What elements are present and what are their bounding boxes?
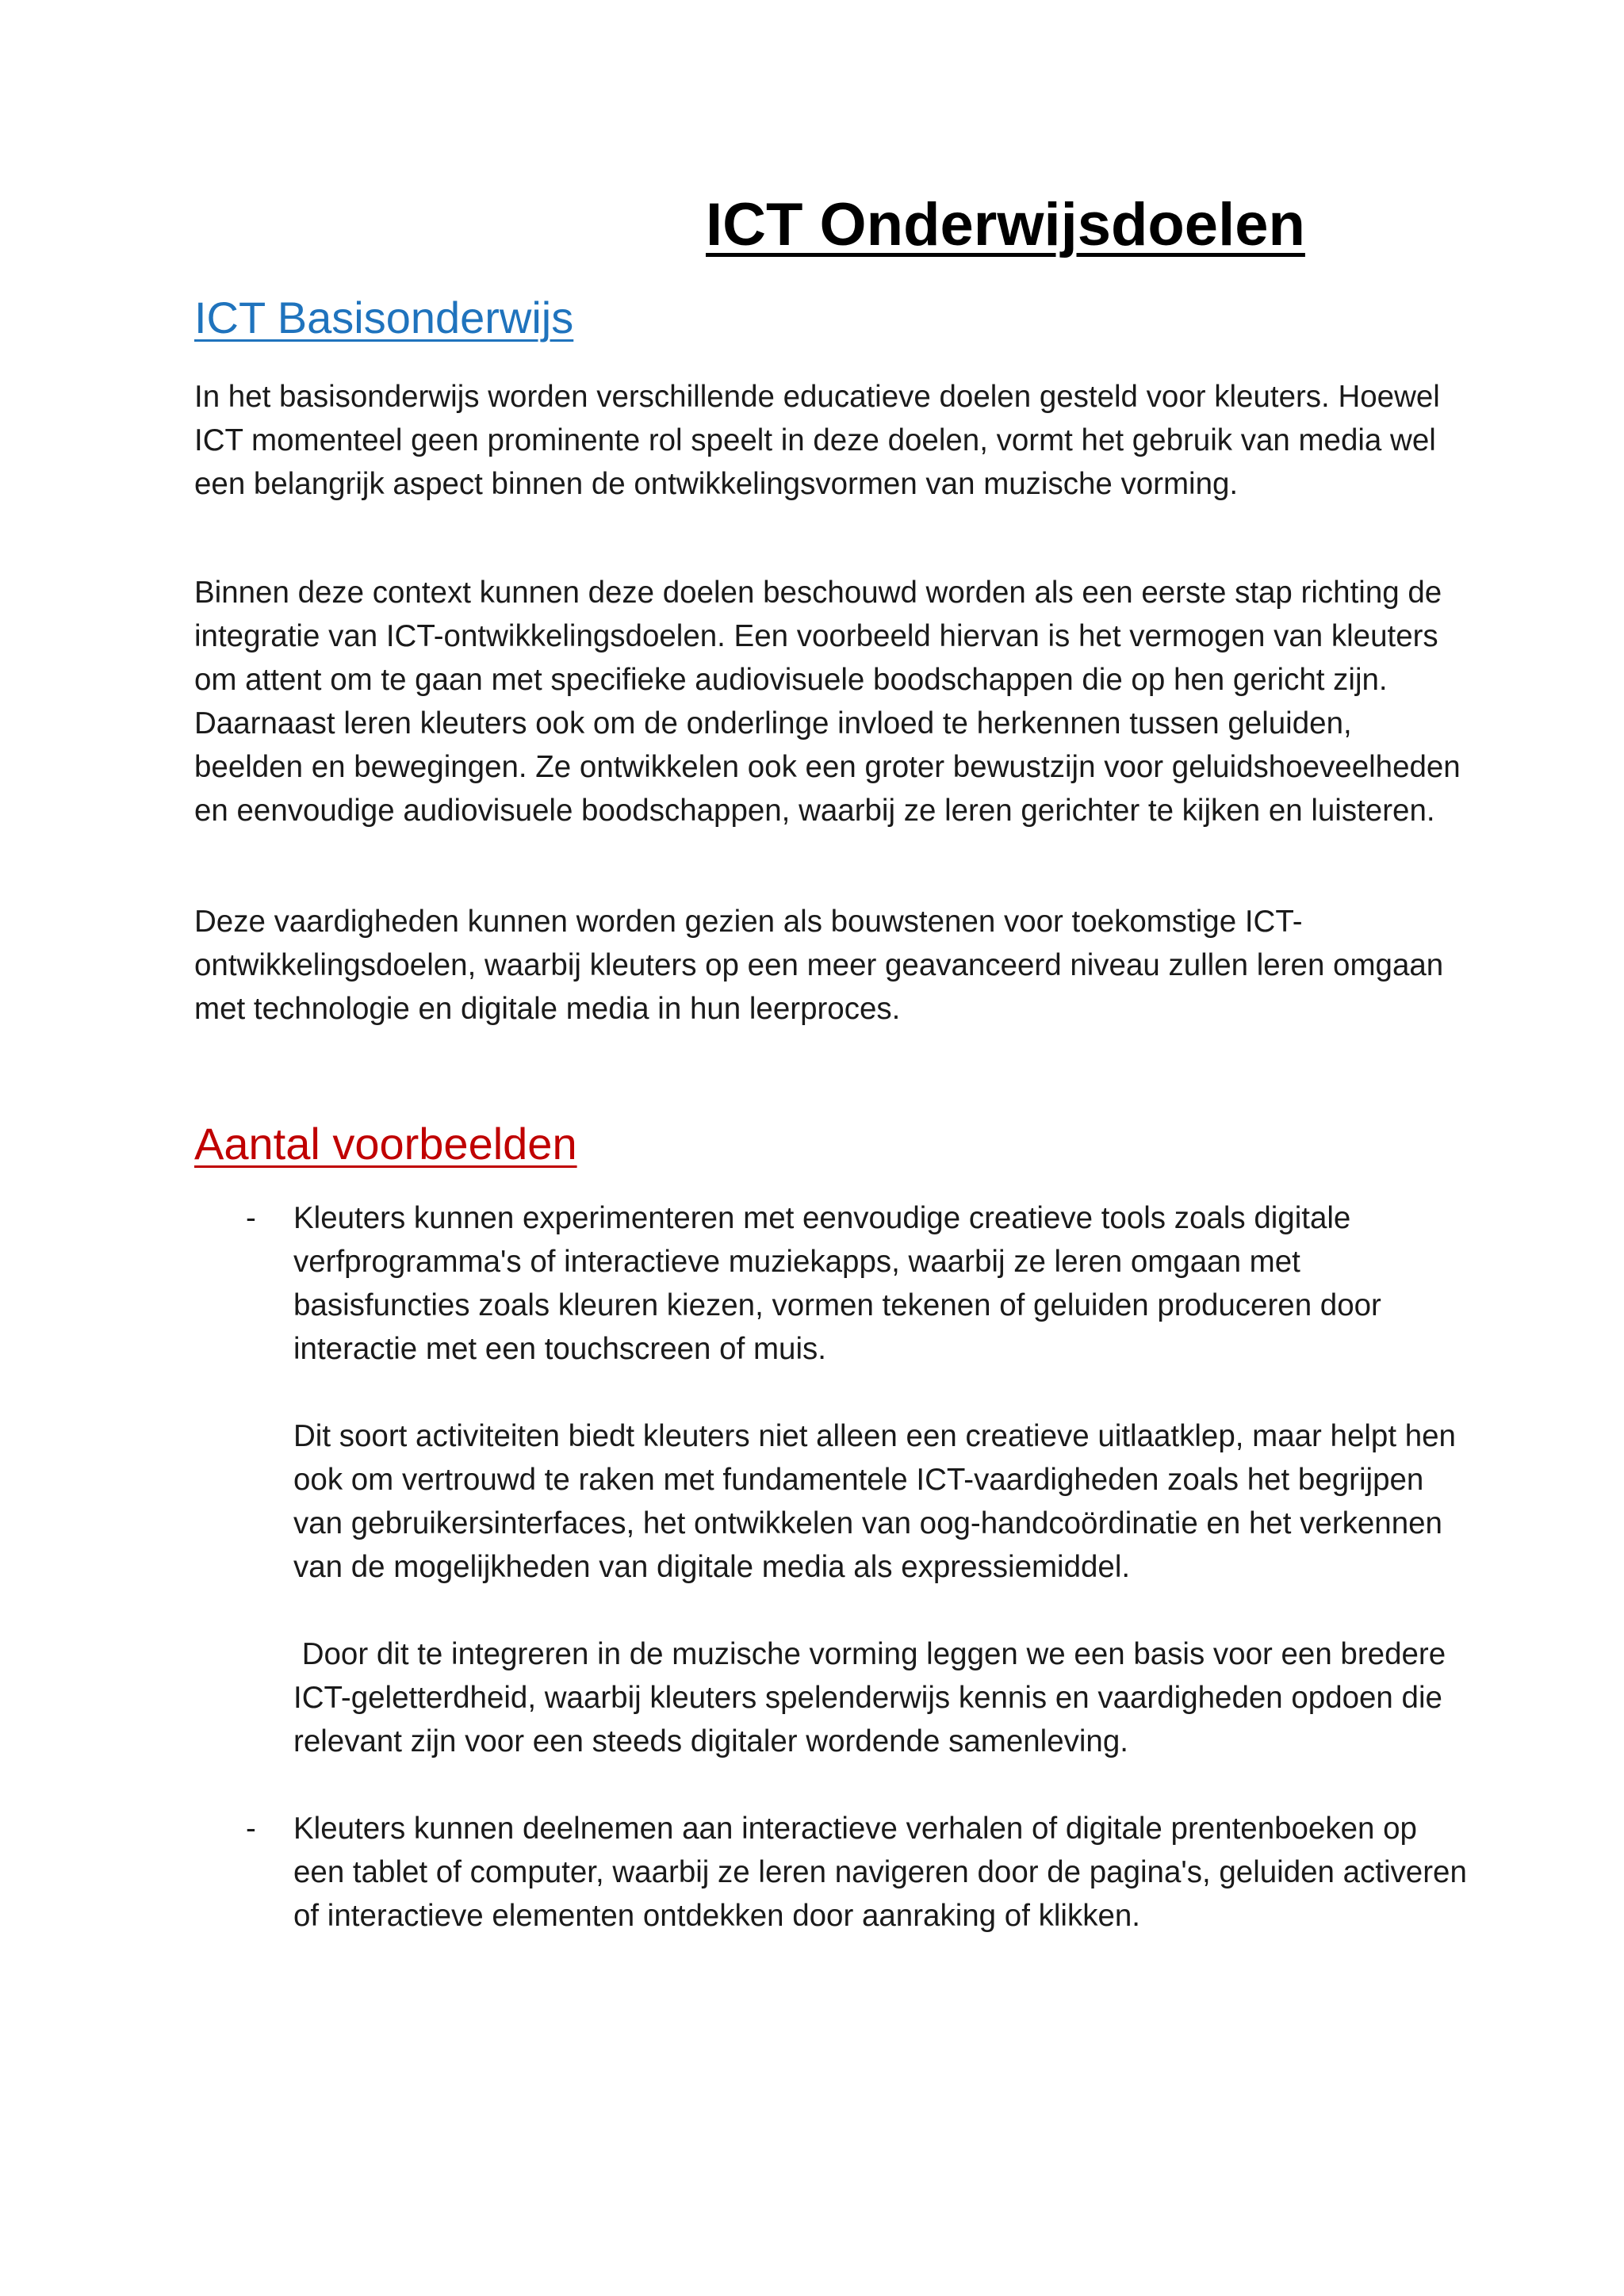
list-bullet: - [246,1812,256,1846]
examples-list [238,1196,1475,1938]
example-paragraph: Dit soort activiteiten biedt kleuters niet alleen een creatieve uitlaatklep, maar helpt hen ook om vertrouwd te raken met fundamentele ICT-vaardigheden zoals het begrijpen van gebruikersinterfaces, het ontwikkelen van oog-handcoördinatie en het verkennen van de mogelijkheden van digitale media als expressiemiddel. [293,1419,1456,1584]
list-bullet: - [246,1201,256,1235]
example-paragraph: Kleuters kunnen experimenteren met eenvoudige creatieve tools zoals digitale verfprogramma's of interactieve muziekapps, waarbij ze leren omgaan met basisfuncties zoals kleuren kiezen, vormen tekenen of geluiden produceren door interactie met een touchscreen of muis. [293,1201,1381,1366]
page-title: ICT Onderwijsdoelen [706,191,1305,258]
example-paragraph: Door dit te integreren in de muzische vorming leggen we een basis voor een bredere ICT-geletterdheid, waarbij kleuters spelenderwijs kennis en vaardigheden opdoen die relevant zijn voor een steeds digitaler wordende samenleving. [293,1637,1454,1758]
paragraph-intro: In het basisonderwijs worden verschillende educatieve doelen gesteld voor kleuters. Hoewel ICT momenteel geen prominente rol speelt in deze doelen, vormt het gebruik van media wel een belangrijk aspect binnen de ontwikkelingsvormen van muzische vorming. [194,380,1440,501]
paragraph-context: Binnen deze context kunnen deze doelen beschouwd worden als een eerste stap richting de integratie van ICT-ontwikkelingsdoelen. Een voorbeeld hiervan is het vermogen van kleuters om attent om te gaan met specifieke audiovisuele boodschappen die op hen gericht zijn. Daarnaast leren kleuters ook om de onderlinge invloed te herkennen tussen geluiden, beelden en bewegingen. Ze ontwikkelen ook een groter bewustzijn voor geluidshoeveelheden en eenvoudige audiovisuele boodschappen, waarbij ze leren gerichter te kijken en luisteren. [194,576,1461,828]
section-heading-aantal-voorbeelden: Aantal voorbeelden [194,1119,577,1169]
section-heading-ict-basisonderwijs: ICT Basisonderwijs [194,293,574,342]
list-item [238,1196,1475,1763]
list-item [238,1807,1475,1938]
example-paragraph: Kleuters kunnen deelnemen aan interactieve verhalen of digitale prentenboeken op een tablet of computer, waarbij ze leren navigeren door de pagina's, geluiden activeren of interactieve elementen ontdekken door aanraking of klikken. [293,1812,1467,1933]
paragraph-building-blocks: Deze vaardigheden kunnen worden gezien als bouwstenen voor toekomstige ICT-ontwikkelingsdoelen, waarbij kleuters op een meer geavanceerd niveau zullen leren omgaan met technologie en digitale media in hun leerproces. [194,905,1444,1026]
